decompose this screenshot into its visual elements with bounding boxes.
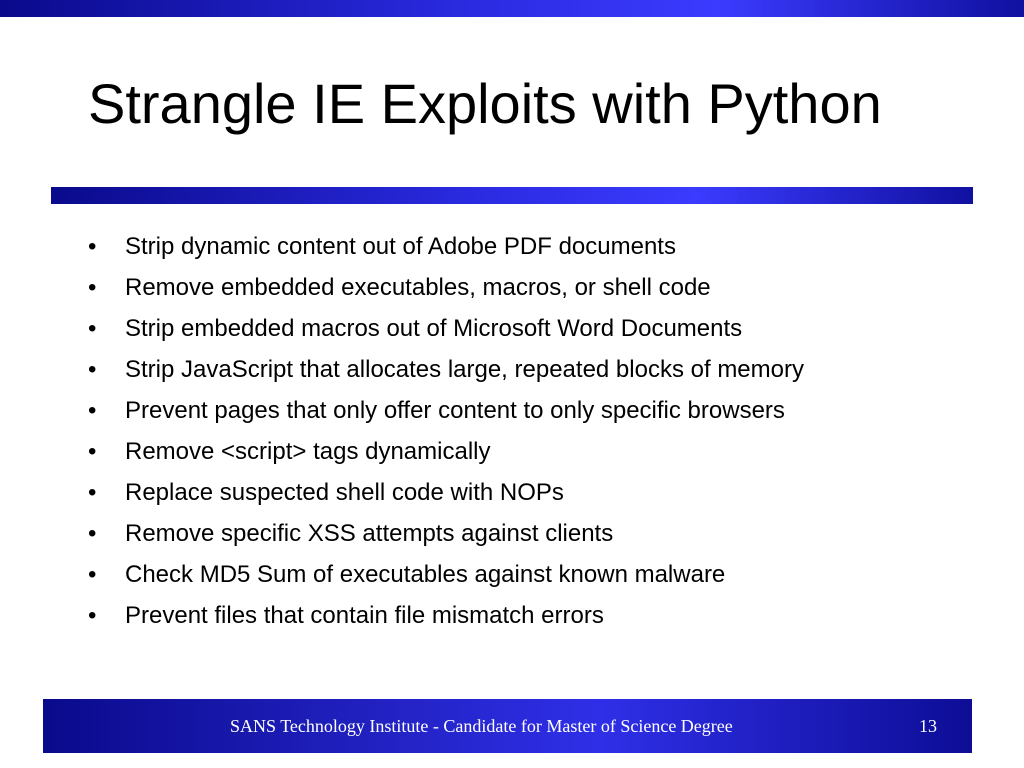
bullet-text: Prevent files that contain file mismatch errors: [125, 602, 604, 629]
bullet-text: Remove specific XSS attempts against clients: [125, 520, 614, 547]
bullet-dot: •: [88, 602, 97, 629]
bullet-dot: •: [88, 479, 97, 506]
top-accent-bar: [0, 0, 1024, 17]
bullet-dot: •: [88, 561, 97, 588]
title-divider-bar: [51, 187, 973, 204]
bullet-text: Strip JavaScript that allocates large, repeated blocks of memory: [125, 356, 804, 383]
footer-bar: [43, 699, 972, 753]
bullet-dot: •: [88, 315, 97, 342]
footer-text: SANS Technology Institute - Candidate for Master of Science Degree: [230, 716, 733, 736]
bullet-dot: •: [88, 520, 97, 547]
bullet-dot: •: [88, 274, 97, 301]
bullet-text: Remove <script> tags dynamically: [125, 438, 491, 465]
page-number: 13: [919, 716, 937, 736]
bullet-dot: •: [88, 438, 97, 465]
bullet-dot: •: [88, 356, 97, 383]
bullet-text: Replace suspected shell code with NOPs: [125, 479, 564, 506]
bullet-text: Strip embedded macros out of Microsoft Word Documents: [125, 315, 743, 342]
bullet-text: Prevent pages that only offer content to only specific browsers: [125, 397, 785, 424]
bullet-text: Check MD5 Sum of executables against known malware: [125, 561, 726, 588]
slide-title: Strangle IE Exploits with Python: [88, 72, 882, 135]
bullet-dot: •: [88, 397, 97, 424]
bullet-dot: •: [88, 233, 97, 260]
bullet-text: Strip dynamic content out of Adobe PDF documents: [125, 233, 676, 260]
bullet-text: Remove embedded executables, macros, or shell code: [125, 274, 711, 301]
